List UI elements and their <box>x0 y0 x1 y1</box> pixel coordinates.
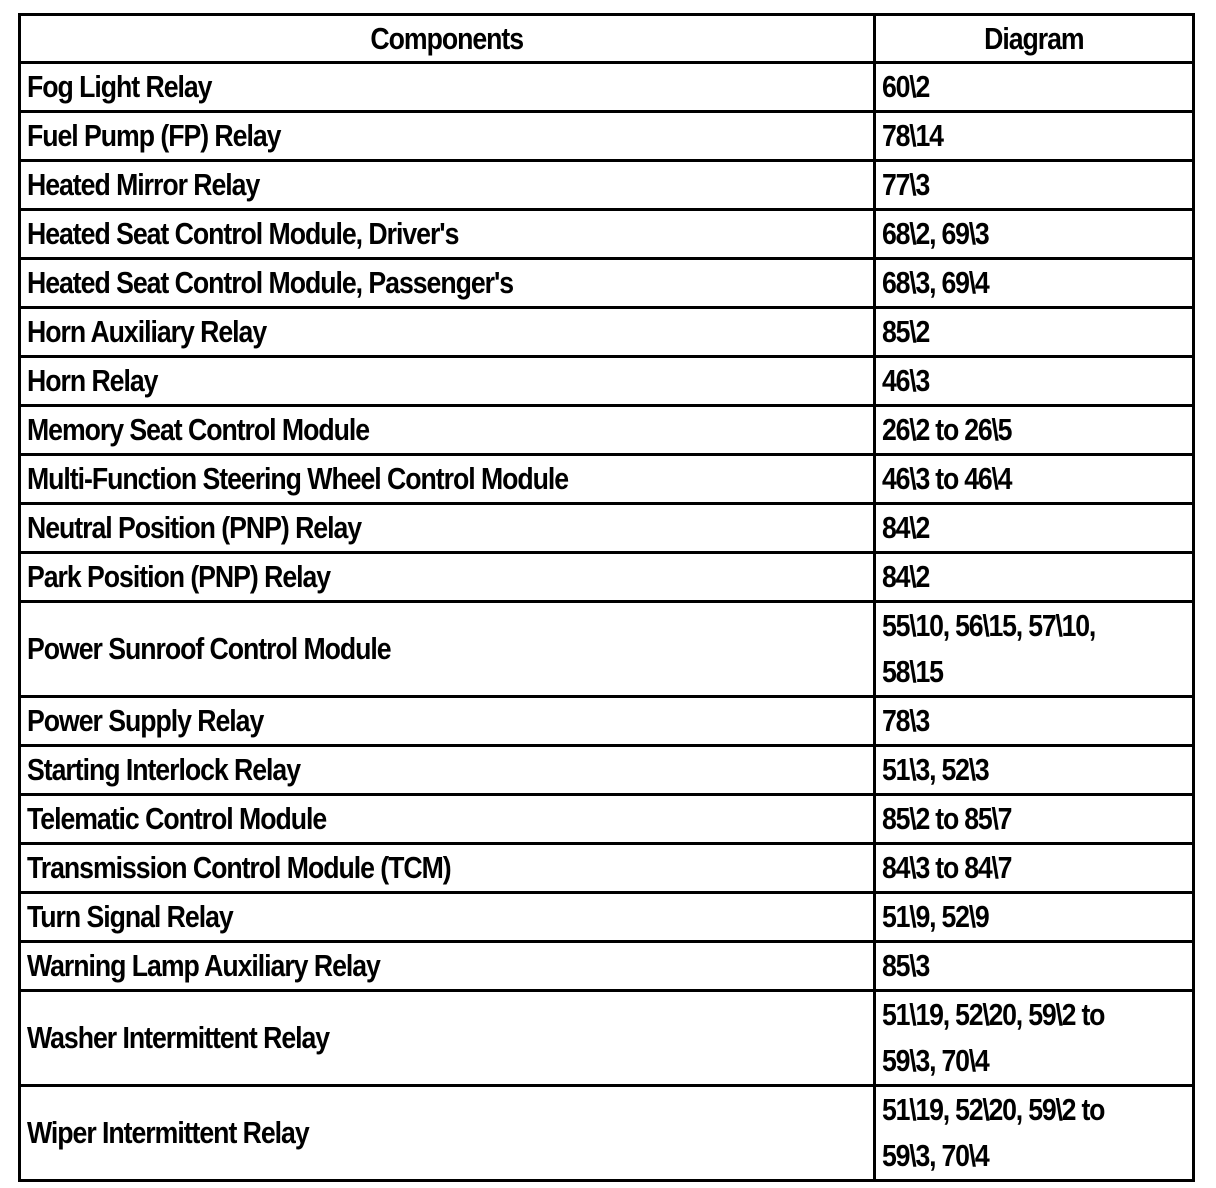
component-cell <box>20 844 875 893</box>
component-cell <box>20 455 875 504</box>
diagram-ref-line-1: 55\10, 56\15, 57\10, <box>882 608 1096 643</box>
component-name: Starting Interlock Relay <box>27 752 301 787</box>
component-name: Heated Mirror Relay <box>27 167 260 202</box>
column-header-diagram <box>875 15 1194 63</box>
components-diagram-table <box>18 13 1195 1182</box>
diagram-cell <box>875 63 1194 112</box>
component-name: Fog Light Relay <box>27 69 212 104</box>
table-row <box>20 210 1194 259</box>
component-cell <box>20 504 875 553</box>
diagram-ref: 51\3, 52\3 <box>882 752 989 787</box>
diagram-cell <box>875 697 1194 746</box>
component-cell <box>20 942 875 991</box>
table-row <box>20 357 1194 406</box>
diagram-ref: 85\2 <box>882 314 930 349</box>
component-cell <box>20 893 875 942</box>
diagram-cell <box>875 602 1194 697</box>
diagram-ref: 84\2 <box>882 559 930 594</box>
diagram-ref-line-2: 58\15 <box>882 654 943 689</box>
component-name: Horn Auxiliary Relay <box>27 314 267 349</box>
component-name: Warning Lamp Auxiliary Relay <box>27 948 380 983</box>
diagram-cell <box>875 844 1194 893</box>
component-name: Heated Seat Control Module, Passenger's <box>27 265 514 300</box>
diagram-ref: 85\3 <box>882 948 930 983</box>
diagram-ref: 51\9, 52\9 <box>882 899 989 934</box>
table-row <box>20 308 1194 357</box>
component-name: Power Sunroof Control Module <box>27 631 391 666</box>
diagram-ref-line-2: 59\3, 70\4 <box>882 1043 989 1078</box>
column-header-diagram-label: Diagram <box>984 20 1084 56</box>
diagram-ref: 84\3 to 84\7 <box>882 850 1012 885</box>
column-header-components <box>20 15 875 63</box>
component-cell <box>20 553 875 602</box>
diagram-ref: 60\2 <box>882 69 930 104</box>
table-row <box>20 991 1194 1086</box>
component-cell <box>20 991 875 1086</box>
component-cell <box>20 697 875 746</box>
table-row <box>20 161 1194 210</box>
component-name: Turn Signal Relay <box>27 899 233 934</box>
table-row <box>20 259 1194 308</box>
diagram-ref: 46\3 to 46\4 <box>882 461 1012 496</box>
component-cell <box>20 1086 875 1181</box>
diagram-cell <box>875 259 1194 308</box>
component-cell <box>20 63 875 112</box>
table-row <box>20 795 1194 844</box>
diagram-ref: 85\2 to 85\7 <box>882 801 1012 836</box>
table-row <box>20 406 1194 455</box>
diagram-ref: 68\3, 69\4 <box>882 265 989 300</box>
component-cell <box>20 795 875 844</box>
diagram-cell <box>875 357 1194 406</box>
diagram-cell <box>875 991 1194 1086</box>
diagram-cell <box>875 746 1194 795</box>
diagram-cell <box>875 112 1194 161</box>
table-row <box>20 455 1194 504</box>
diagram-ref: 46\3 <box>882 363 930 398</box>
table-row <box>20 893 1194 942</box>
table-row <box>20 602 1194 697</box>
component-cell <box>20 406 875 455</box>
component-name: Park Position (PNP) Relay <box>27 559 331 594</box>
component-cell <box>20 210 875 259</box>
component-cell <box>20 161 875 210</box>
component-name: Horn Relay <box>27 363 158 398</box>
component-cell <box>20 308 875 357</box>
diagram-ref: 26\2 to 26\5 <box>882 412 1012 447</box>
diagram-cell <box>875 553 1194 602</box>
component-name: Wiper Intermittent Relay <box>27 1115 309 1150</box>
diagram-ref: 78\14 <box>882 118 943 153</box>
component-name: Washer Intermittent Relay <box>27 1020 330 1055</box>
component-name: Fuel Pump (FP) Relay <box>27 118 281 153</box>
table-row <box>20 697 1194 746</box>
component-name: Memory Seat Control Module <box>27 412 369 447</box>
component-name: Multi-Function Steering Wheel Control Module <box>27 461 569 496</box>
component-cell <box>20 746 875 795</box>
diagram-ref-line-1: 51\19, 52\20, 59\2 to <box>882 997 1105 1032</box>
diagram-cell <box>875 210 1194 259</box>
component-name: Power Supply Relay <box>27 703 264 738</box>
component-name: Heated Seat Control Module, Driver's <box>27 216 459 251</box>
table-row <box>20 746 1194 795</box>
diagram-cell <box>875 406 1194 455</box>
component-cell <box>20 357 875 406</box>
diagram-cell <box>875 161 1194 210</box>
table-row <box>20 63 1194 112</box>
component-name: Transmission Control Module (TCM) <box>27 850 451 885</box>
component-cell <box>20 602 875 697</box>
component-name: Neutral Position (PNP) Relay <box>27 510 362 545</box>
component-name: Telematic Control Module <box>27 801 327 836</box>
component-cell <box>20 112 875 161</box>
table-row <box>20 942 1194 991</box>
diagram-ref: 68\2, 69\3 <box>882 216 989 251</box>
table-row <box>20 844 1194 893</box>
diagram-cell <box>875 308 1194 357</box>
table-header-row <box>20 15 1194 63</box>
diagram-ref-line-1: 51\19, 52\20, 59\2 to <box>882 1092 1105 1127</box>
diagram-ref-line-2: 59\3, 70\4 <box>882 1138 989 1173</box>
table-row <box>20 504 1194 553</box>
diagram-ref: 78\3 <box>882 703 930 738</box>
table-row <box>20 1086 1194 1181</box>
diagram-cell <box>875 942 1194 991</box>
diagram-cell <box>875 795 1194 844</box>
diagram-cell <box>875 455 1194 504</box>
table-row <box>20 553 1194 602</box>
diagram-ref: 77\3 <box>882 167 930 202</box>
diagram-ref: 84\2 <box>882 510 930 545</box>
diagram-cell <box>875 504 1194 553</box>
table-row <box>20 112 1194 161</box>
component-cell <box>20 259 875 308</box>
diagram-cell <box>875 893 1194 942</box>
diagram-cell <box>875 1086 1194 1181</box>
column-header-components-label: Components <box>370 20 524 56</box>
